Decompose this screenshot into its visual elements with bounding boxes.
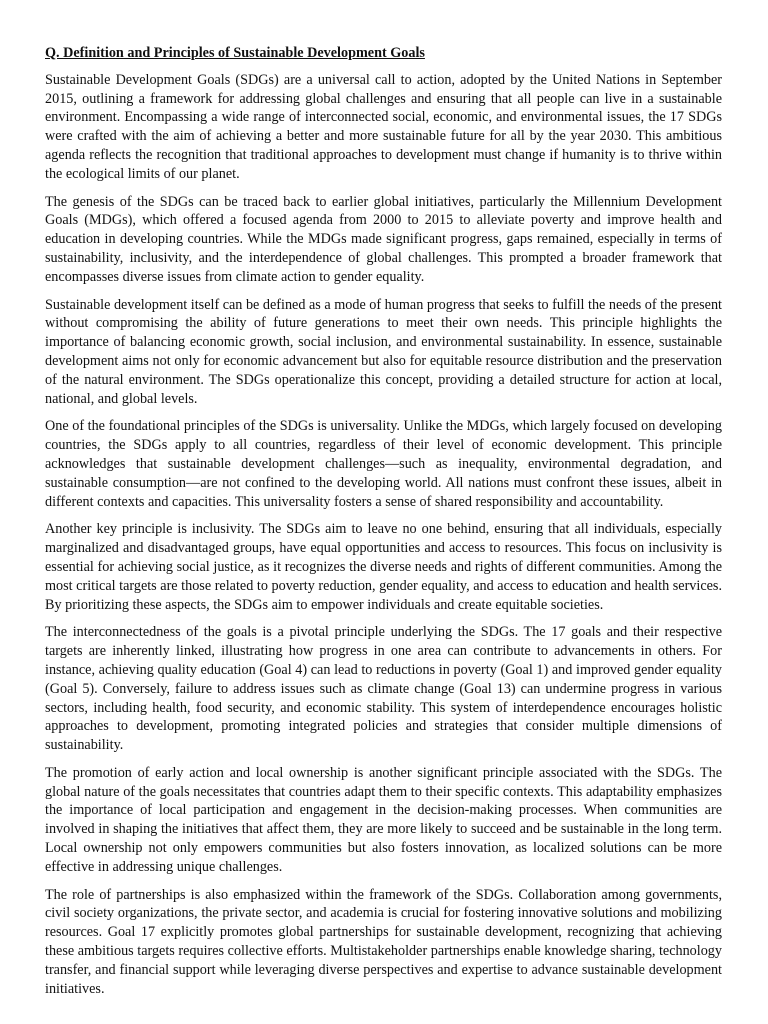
document-page (45, 44, 722, 1007)
paragraph-local-ownership: The promotion of early action and local ownership is another significant principle associated with the SDGs. The global nature of the goals necessitates that countries adapt them to their specific contexts. This adaptability emphasizes the importance of local participation and engagement in the decision-making processes. When communities are involved in shaping the initiatives that affect them, they are more likely to succeed and be sustainable in the long term. Local ownership not only empowers communities but also fosters innovation, as localized solutions can be more effective in addressing unique challenges. (45, 764, 722, 875)
paragraph-sdg-definition: Sustainable Development Goals (SDGs) are a universal call to action, adopted by the United Nations in September 2015, outlining a framework for addressing global challenges and ensuring that all people can live in a sustainable environment. Encompassing a wide range of interconnected social, economic, and environmental issues, the 17 SDGs were crafted with the aim of achieving a better and more sustainable future for all by the year 2030. This ambitious agenda reflects the recognition that traditional approaches to development must change if humanity is to thrive within the ecological limits of our planet. (45, 71, 722, 182)
paragraph-inclusivity: Another key principle is inclusivity. The SDGs aim to leave no one behind, ensuring that all individuals, especially marginalized and disadvantaged groups, have equal opportunities and access to resources. This focus on inclusivity is essential for achieving social justice, as it recognizes the diverse needs and rights of different communities. Among the most critical targets are those related to poverty reduction, gender equality, and access to education and health services. By prioritizing these aspects, the SDGs aim to empower individuals and create equitable societies. (45, 521, 722, 613)
paragraph-interconnectedness: The interconnectedness of the goals is a pivotal principle underlying the SDGs. The 17 goals and their respective targets are inherently linked, illustrating how progress in one area can contribute to advancements in others. For instance, achieving quality education (Goal 4) can lead to reductions in poverty (Goal 1) and improved gender equality (Goal 5). Conversely, failure to address issues such as climate change (Goal 13) can undermine progress in various sectors, including health, food security, and economic stability. This system of interdependence encourages holistic approaches to development, promoting integrated policies and strategies that consider multiple dimensions of sustainability. (45, 624, 722, 754)
paragraph-sdg-genesis: The genesis of the SDGs can be traced back to earlier global initiatives, particularly the Millennium Development Goals (MDGs), which offered a focused agenda from 2000 to 2015 to alleviate poverty and improve health and education in developing countries. While the MDGs made significant progress, gaps remained, especially in terms of sustainability, inclusivity, and the interdependence of global challenges. This prompted a broader framework that encompasses diverse issues from climate action to gender equality. (45, 193, 722, 285)
paragraph-sustainable-development: Sustainable development itself can be defined as a mode of human progress that seeks to fulfill the needs of the present without compromising the ability of future generations to meet their own needs. This principle highlights the importance of balancing economic growth, social inclusion, and environmental sustainability. In essence, sustainable development aims not only for economic advancement but also for equitable resource distribution and the preservation of the natural environment. The SDGs operationalize this concept, providing a detailed structure for action at local, national, and global levels. (45, 296, 722, 407)
document-title: Q. Definition and Principles of Sustainable Development Goals (45, 45, 425, 61)
paragraph-partnerships: The role of partnerships is also emphasized within the framework of the SDGs. Collaboration among governments, civil society organizations, the private sector, and academia is crucial for fostering innovative solutions and mobilizing resources. Goal 17 explicitly promotes global partnerships for sustainable development, recognizing that achieving these ambitious targets requires collective efforts. Multistakeholder partnerships enable knowledge sharing, technology transfer, and financial support while leveraging diverse perspectives and expertise to advance sustainable development initiatives. (45, 886, 722, 997)
paragraph-universality: One of the foundational principles of the SDGs is universality. Unlike the MDGs, which largely focused on developing countries, the SDGs apply to all countries, regardless of their level of economic development. This principle acknowledges that sustainable development challenges—such as inequality, environmental degradation, and sustainable consumption—are not confined to the developing world. All nations must confront these issues, albeit in different contexts and capacities. This universality fosters a sense of shared responsibility and accountability. (45, 418, 722, 510)
